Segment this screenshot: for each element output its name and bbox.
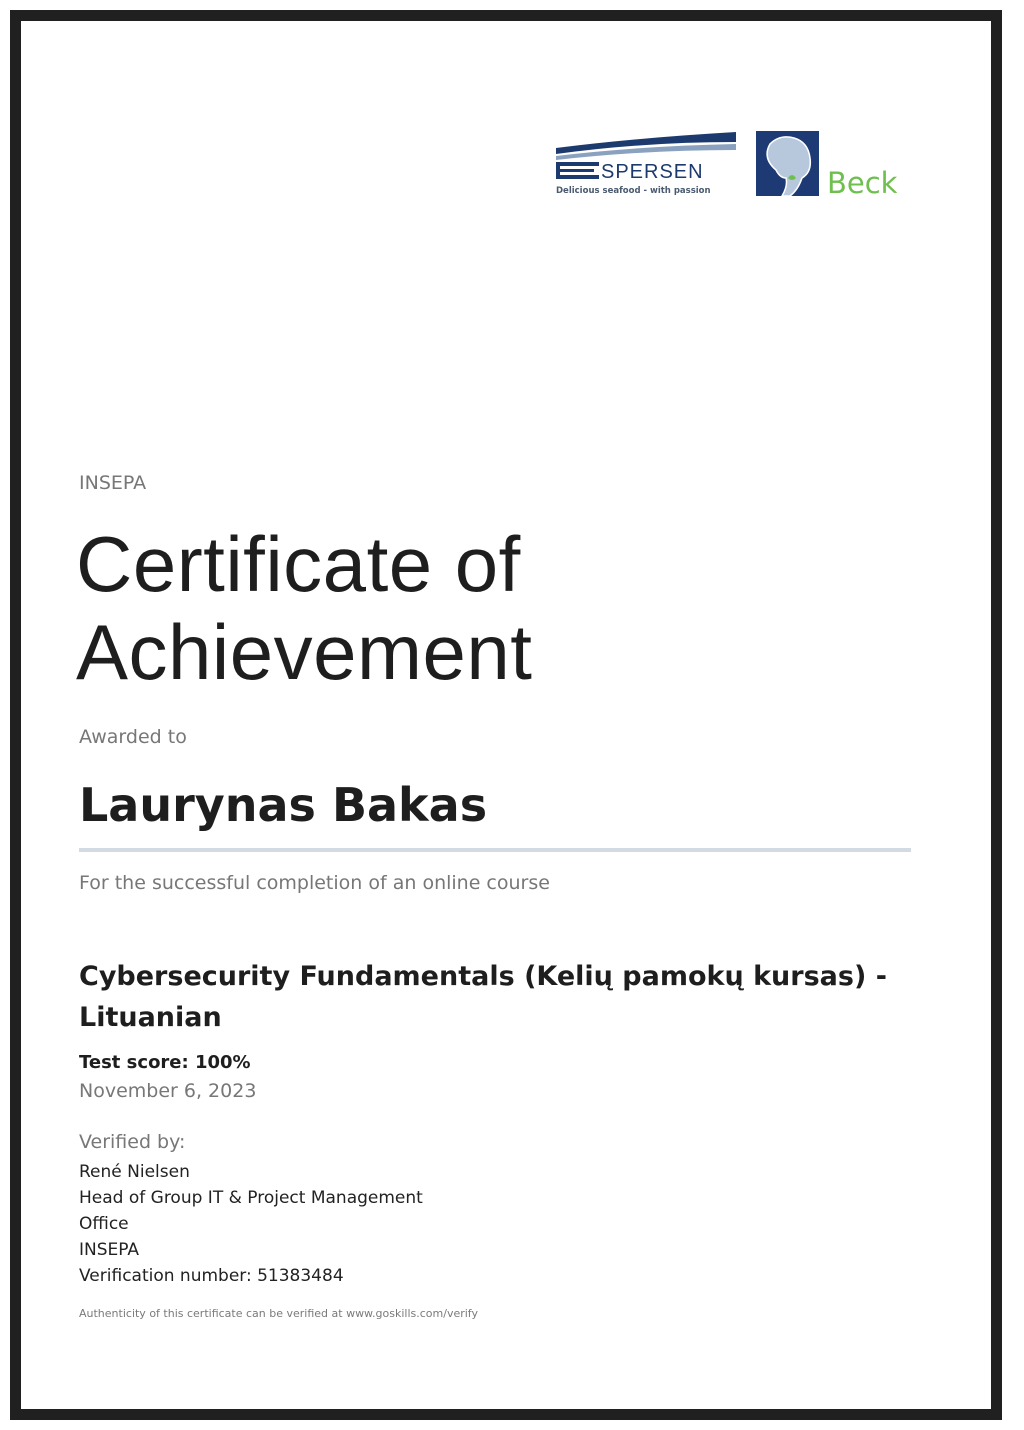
verifier-role-line-1: Head of Group IT & Project Management xyxy=(79,1188,423,1208)
completion-text: For the successful completion of an online course xyxy=(79,872,550,894)
verifier-name: René Nielsen xyxy=(79,1162,190,1182)
test-score: Test score: 100% xyxy=(79,1052,251,1073)
title-line-1: Certificate of xyxy=(76,520,521,608)
course-title xyxy=(79,956,899,1038)
issuer-name: INSEPA xyxy=(79,472,147,494)
beck-logo-text: Beck xyxy=(827,166,898,200)
verifier-organization: INSEPA xyxy=(79,1240,140,1260)
divider xyxy=(79,848,911,852)
authenticity-note: Authenticity of this certificate can be verified at www.goskills.com/verify xyxy=(79,1307,478,1320)
sponsor-logos xyxy=(544,120,928,200)
certificate-title xyxy=(76,520,532,696)
beck-logo xyxy=(756,131,898,200)
title-line-2: Achievement xyxy=(76,608,533,696)
awarded-label: Awarded to xyxy=(79,726,187,748)
verifier-role-line-2: Office xyxy=(79,1214,129,1234)
verified-by-label: Verified by: xyxy=(79,1131,186,1153)
espersen-logo xyxy=(556,132,736,196)
verification-number: Verification number: 51383484 xyxy=(79,1266,344,1286)
espersen-tagline: Delicious seafood - with passion xyxy=(556,186,711,196)
course-title-line-1: Cybersecurity Fundamentals (Kelių pamokų kursas) - xyxy=(79,961,887,992)
completion-date: November 6, 2023 xyxy=(79,1080,257,1102)
espersen-logo-text: SPERSEN xyxy=(601,161,704,183)
recipient-name: Laurynas Bakas xyxy=(79,778,488,832)
verifier-details xyxy=(79,1159,423,1289)
course-title-line-2: Lituanian xyxy=(79,1002,222,1033)
